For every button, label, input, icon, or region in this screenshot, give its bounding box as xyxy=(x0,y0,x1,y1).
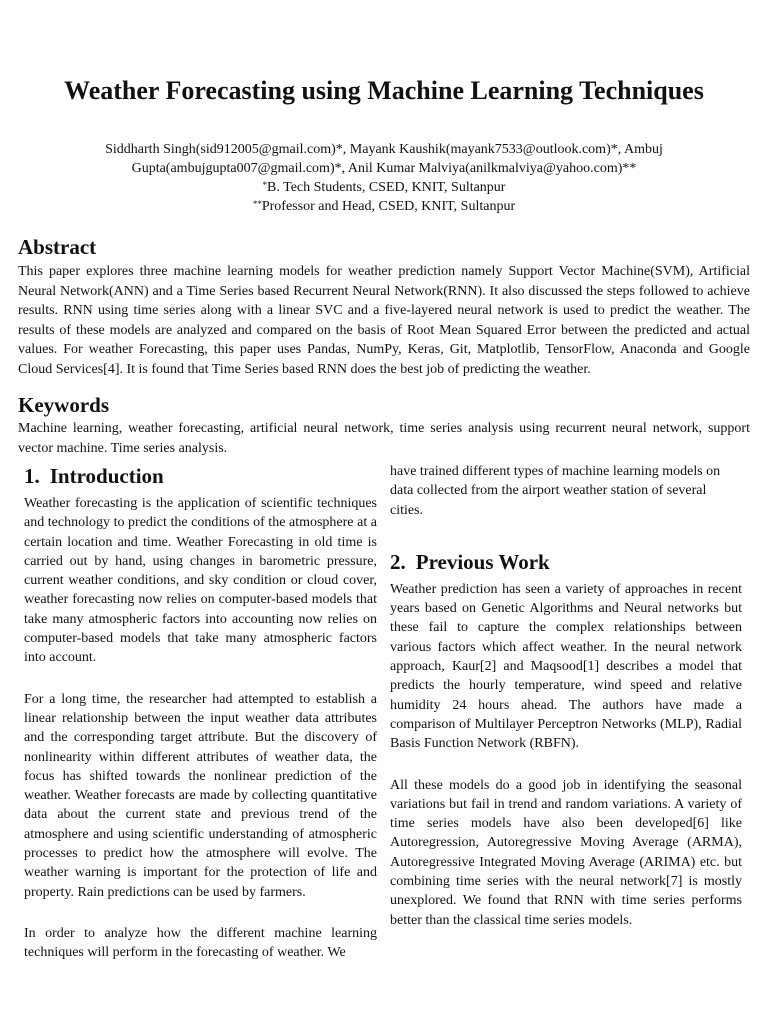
right-column xyxy=(390,462,742,930)
previous-work-paragraph-1: Weather prediction has seen a variety of approaches in recent years based on Genetic Algorithms and Neural networks but these fail to capture the complex relationships between various factors which affect weather. In the neural network approach, Kaur[2] and Maqsood[1] describes a model that predicts the hourly temperature, wind speed and relative humidity 24 hours ahead. The authors have made a comparison of Multilayer Perceptron Networks (MLP), Radial Basis Function Network (RBFN). xyxy=(390,581,742,752)
intro-paragraph-3-continued: have trained different types of machine learning models on data collected from the airport weather station of several cities. xyxy=(390,464,721,518)
introduction-heading: 1. Introduction xyxy=(24,464,164,488)
affiliation-mark-single: * xyxy=(262,180,268,190)
left-column xyxy=(24,462,377,963)
author-block xyxy=(60,140,708,216)
keywords-text: Machine learning, weather forecasting, artificial neural network, time series analysis using recurrent neural network, support vector machine. Time series analysis. xyxy=(18,421,750,456)
paper-title: Weather Forecasting using Machine Learning Techniques xyxy=(64,76,704,105)
previous-work-paragraph-2: All these models do a good job in identifying the seasonal variations but fail in trend and random variations. A variety of time series models have also been developed[6] like Autoregression, Autoregressive Moving Average (ARMA), Autoregressive Integrated Moving Average (ARIMA) etc. but combining time series with the neural network[7] is mostly unexplored. We found that RNN with time series performs better than the classical time series models. xyxy=(390,777,742,928)
affiliation-mark-double: ** xyxy=(252,199,262,209)
intro-paragraph-3: In order to analyze how the different machine learning techniques will perform in the forecasting of weather. We xyxy=(24,925,377,961)
intro-paragraph-1: Weather forecasting is the application of scientific techniques and technology to predict the conditions of the atmosphere at a certain location and time. Weather Forecasting in old time is carried out by hand, using changes in barometric pressure, current weather conditions, and sky condition or cloud cover, weather forecasting now relies on computer-based models that take many atmospheric factors into accounting now relies on computer-based models that take many atmospheric factors into account. xyxy=(24,496,377,666)
section-number: 1. xyxy=(24,464,40,488)
abstract-text: This paper explores three machine learning models for weather prediction namely Support Vector Machine(SVM), Artificial Neural Network(ANN) and a Time Series based Recurrent Neural Network(RNN). It also discussed the steps followed to achieve results. RNN using time series along with a linear SVC and a five-layered neural network is used to predict the weather. The results of these models are analyzed and compared on the basis of Root Mean Squared Error between the predicted and actual values. For weather Forecasting, this paper uses Pandas, NumPy, Keras, Git, Matplotlib, TensorFlow, Anaconda and Google Cloud Services[4]. It is found that Time Series based RNN does the best job of predicting the weather. xyxy=(18,264,750,377)
keywords-heading: Keywords xyxy=(18,393,109,417)
intro-paragraph-2: For a long time, the researcher had attempted to establish a linear relationship between the input weather data attributes and the corresponding target attribute. But the discovery of nonlinearity within different attributes of weather data, the focus has shifted towards the nonlinear prediction of the weather. Weather forecasts are made by collecting quantitative data about the current state and previous trend of the atmosphere and using scientific understanding of atmospheric processes to predict how the atmosphere will evolve. The weather warning is important for the protection of life and property. Rain predictions can be used by farmers. xyxy=(24,691,377,900)
affiliation-professor: **Professor and Head, CSED, KNIT, Sultanpur xyxy=(252,199,516,214)
previous-work-heading: 2. Previous Work xyxy=(390,549,550,574)
author-list: Siddharth Singh(sid912005@gmail.com)*, Mayank Kaushik(mayank7533@outlook.com)*, Ambuj Gupta(ambujgupta007@gmail.com)*, Anil Kumar Malviya(anilkmalviya@yahoo.com)** xyxy=(105,142,663,176)
abstract-heading: Abstract xyxy=(18,235,97,259)
affiliation-students: *B. Tech Students, CSED, KNIT, Sultanpur xyxy=(262,180,506,195)
section-number: 2. xyxy=(390,549,406,574)
